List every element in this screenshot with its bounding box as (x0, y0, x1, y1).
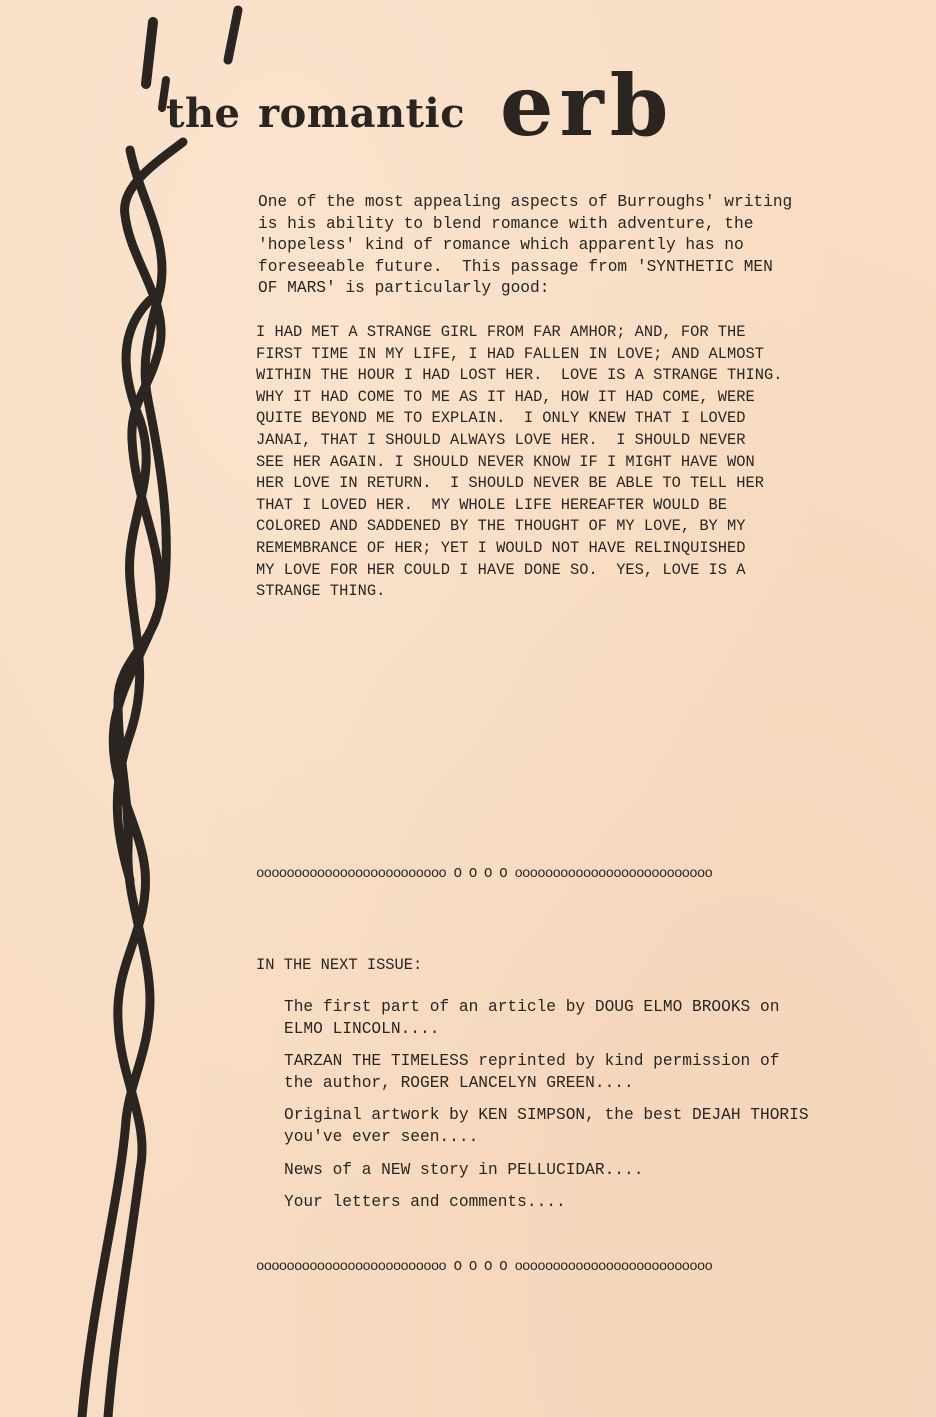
next-issue-item (284, 1105, 904, 1148)
quote-line: STRANGE THING. (256, 582, 386, 601)
next-issue-item-line: the author, ROGER LANCELYN GREEN.... (284, 1073, 634, 1092)
title-the: the (166, 90, 241, 137)
next-issue-item-line: Original artwork by KEN SIMPSON, the best DEJAH THORIS (284, 1106, 809, 1125)
quote-line: I HAD MET A STRANGE GIRL FROM FAR AMHOR; AND, FOR THE (256, 323, 746, 341)
next-issue-list (284, 997, 904, 1225)
quote-line: COLORED AND SADDENED BY THE THOUGHT OF MY LOVE, BY MY (256, 517, 746, 536)
intro-paragraph (258, 192, 898, 300)
next-issue-item-line: you've ever seen.... (284, 1127, 479, 1146)
quote-line: JANAI, THAT I SHOULD ALWAYS LOVE HER. I SHOULD NEVER (256, 430, 746, 449)
intro-line: OF MARS' is particularly good: (258, 279, 550, 298)
next-issue-item-line: TARZAN THE TIMELESS reprinted by kind permission of (284, 1052, 780, 1071)
next-issue-item (284, 997, 904, 1040)
quote-line: WHY IT HAD COME TO ME AS IT HAD, HOW IT HAD COME, WERE (256, 387, 755, 406)
quote-line: FIRST TIME IN MY LIFE, I HAD FALLEN IN LOVE; AND ALMOST (256, 344, 764, 363)
next-issue-item (284, 1192, 904, 1214)
next-issue-item-line: Your letters and comments.... (284, 1193, 566, 1212)
quoted-passage (256, 322, 916, 603)
quote-line: WITHIN THE HOUR I HAD LOST HER. LOVE IS A STRANGE THING. (256, 366, 783, 385)
section-divider: ooooooooooooooooooooooooo O O O O oooooooooooooooooooooooooo (256, 866, 713, 882)
title-romantic: romantic (258, 90, 466, 137)
title-erb: erb (500, 56, 675, 155)
intro-line: foreseeable future. This passage from 'SYNTHETIC MEN (258, 257, 773, 276)
next-issue-item-line: The first part of an article by DOUG ELMO BROOKS on (284, 998, 780, 1016)
intro-line: is his ability to blend romance with adventure, the (258, 214, 754, 233)
next-issue-item (284, 1051, 904, 1094)
quote-line: MY LOVE FOR HER COULD I HAVE DONE SO. YES, LOVE IS A (256, 560, 746, 579)
next-issue-item (284, 1160, 904, 1182)
next-issue-heading: IN THE NEXT ISSUE: (256, 956, 423, 974)
quote-line: REMEMBRANCE OF HER; YET I WOULD NOT HAVE RELINQUISHED (256, 538, 746, 557)
quote-line: HER LOVE IN RETURN. I SHOULD NEVER BE ABLE TO TELL HER (256, 474, 764, 493)
quote-line: SEE HER AGAIN. I SHOULD NEVER KNOW IF I MIGHT HAVE WON (256, 452, 755, 471)
next-issue-item-line: ELMO LINCOLN.... (284, 1019, 440, 1038)
intro-line: One of the most appealing aspects of Burroughs' writing (258, 193, 793, 211)
section-divider: ooooooooooooooooooooooooo O O O O oooooooooooooooooooooooooo (256, 1259, 713, 1275)
quote-line: THAT I LOVED HER. MY WHOLE LIFE HEREAFTER WOULD BE (256, 495, 728, 514)
intro-line: 'hopeless' kind of romance which apparently has no (258, 236, 744, 255)
next-issue-item-line: News of a NEW story in PELLUCIDAR.... (284, 1160, 644, 1179)
vine-illustration (0, 0, 300, 1417)
quote-line: QUITE BEYOND ME TO EXPLAIN. I ONLY KNEW THAT I LOVED (256, 409, 746, 428)
